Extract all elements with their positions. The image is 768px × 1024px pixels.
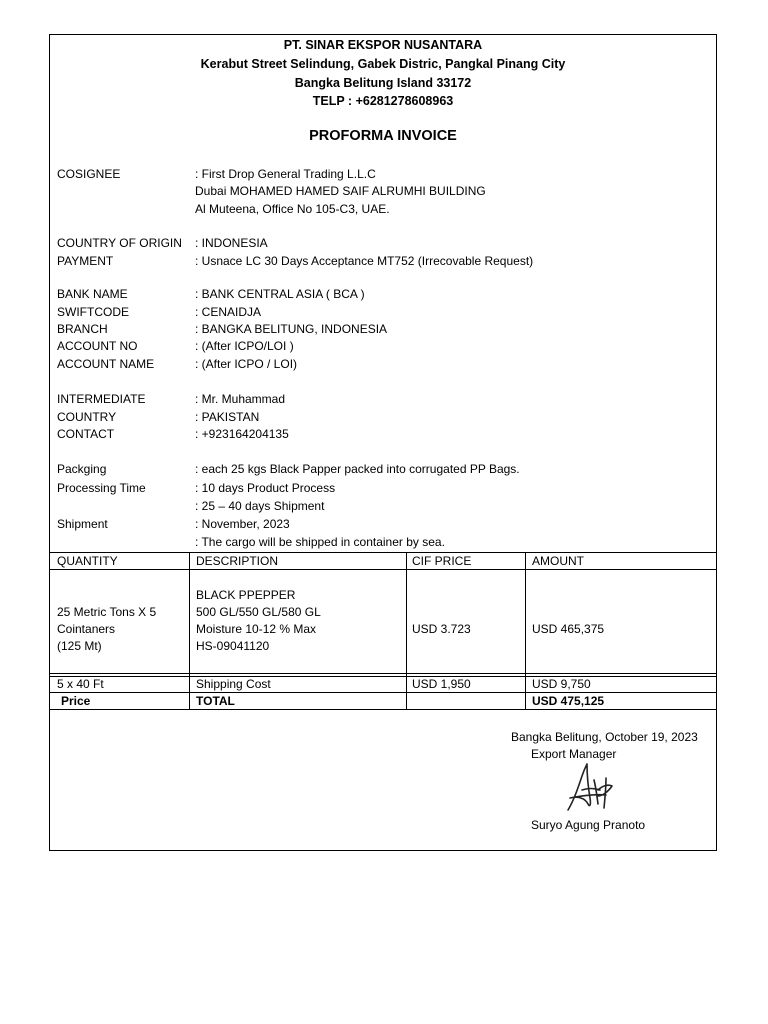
- table-header-description: DESCRIPTION: [196, 554, 279, 568]
- packaging-value: : each 25 kgs Black Papper packed into corrugated PP Bags.: [195, 462, 520, 476]
- row1-quantity-3: (125 Mt): [57, 639, 102, 653]
- row2-cif-price: USD 1,950: [412, 677, 471, 691]
- document-title: PROFORMA INVOICE: [309, 128, 457, 144]
- row1-quantity-2: Cointaners: [57, 622, 116, 636]
- invoice-page: [49, 34, 717, 851]
- swiftcode-value: : CENAIDJA: [195, 305, 262, 319]
- processing-time-value-1: : 10 days Product Process: [195, 481, 336, 495]
- row3-amount-total: USD 475,125: [532, 694, 605, 708]
- company-address-line2: Bangka Belitung Island 33172: [294, 76, 472, 90]
- row1-amount: USD 465,375: [532, 622, 605, 636]
- company-name: PT. SINAR EKSPOR NUSANTARA: [283, 38, 483, 52]
- contact-value: : +923164204135: [195, 427, 289, 441]
- bank-name-label: BANK NAME: [57, 287, 128, 301]
- country-origin-value: : INDONESIA: [195, 236, 268, 250]
- table-line-row1: [50, 673, 717, 674]
- row1-description-3: Moisture 10-12 % Max: [196, 622, 317, 636]
- table-header-quantity: QUANTITY: [57, 554, 118, 568]
- account-name-label: ACCOUNT NAME: [57, 357, 155, 371]
- account-no-value: : (After ICPO/LOI ): [195, 339, 294, 353]
- row2-amount: USD 9,750: [532, 677, 591, 691]
- table-header-amount: AMOUNT: [532, 554, 584, 568]
- intermediate-label: INTERMEDIATE: [57, 392, 146, 406]
- consignee-value-2: Dubai MOHAMED HAMED SAIF ALRUMHI BUILDING: [195, 184, 486, 198]
- company-address-line1: Kerabut Street Selindung, Gabek Distric, Pangkal Pinang City: [200, 57, 566, 71]
- shipment-value-1: : November, 2023: [195, 517, 290, 531]
- bank-name-value: : BANK CENTRAL ASIA ( BCA ): [195, 287, 365, 301]
- row2-quantity: 5 x 40 Ft: [57, 677, 104, 691]
- contact-label: CONTACT: [57, 427, 115, 441]
- account-no-label: ACCOUNT NO: [57, 339, 138, 353]
- payment-value: : Usnace LC 30 Days Acceptance MT752 (Irrecovable Request): [195, 254, 534, 268]
- packaging-label: Packging: [57, 462, 107, 476]
- country-origin-label: COUNTRY OF ORIGIN: [57, 236, 182, 250]
- row2-description: Shipping Cost: [196, 677, 271, 691]
- signoff-place-date: Bangka Belitung, October 19, 2023: [511, 730, 698, 744]
- processing-time-value-2: : 25 – 40 days Shipment: [195, 499, 325, 513]
- shipment-value-2: : The cargo will be shipped in container by sea.: [195, 535, 445, 549]
- processing-time-label: Processing Time: [57, 481, 146, 495]
- row1-quantity-1: 25 Metric Tons X 5: [57, 605, 157, 619]
- signature-image: [560, 760, 620, 815]
- branch-value: : BANGKA BELITUNG, INDONESIA: [195, 322, 388, 336]
- row3-price-label: Price: [61, 694, 91, 708]
- payment-label: PAYMENT: [57, 254, 114, 268]
- table-header-cif-price: CIF PRICE: [412, 554, 472, 568]
- account-name-value: : (After ICPO / LOI): [195, 357, 298, 371]
- table-col-line-2: [406, 552, 407, 709]
- table-line-row2: [50, 692, 717, 693]
- table-line-header: [50, 569, 717, 570]
- branch-label: BRANCH: [57, 322, 108, 336]
- swiftcode-label: SWIFTCODE: [57, 305, 129, 319]
- table-line-row3: [50, 709, 717, 710]
- company-telp: TELP : +6281278608963: [312, 94, 454, 108]
- table-col-line-1: [189, 552, 190, 709]
- shipment-label: Shipment: [57, 517, 108, 531]
- row1-description-2: 500 GL/550 GL/580 GL: [196, 605, 321, 619]
- row1-cif-price: USD 3.723: [412, 622, 471, 636]
- signoff-position: Export Manager: [531, 747, 617, 761]
- row1-description-1: BLACK PPEPPER: [196, 588, 296, 602]
- table-line-row1b: [50, 676, 717, 677]
- table-line-top: [50, 552, 717, 553]
- country-label: COUNTRY: [57, 410, 117, 424]
- consignee-value-3: Al Muteena, Office No 105-C3, UAE.: [195, 202, 390, 216]
- country-value: : PAKISTAN: [195, 410, 260, 424]
- signoff-name: Suryo Agung Pranoto: [531, 818, 646, 832]
- row1-description-4: HS-09041120: [196, 639, 270, 653]
- consignee-value-1: : First Drop General Trading L.L.C: [195, 167, 376, 181]
- table-col-line-3: [525, 552, 526, 709]
- intermediate-value: : Mr. Muhammad: [195, 392, 286, 406]
- consignee-label: COSIGNEE: [57, 167, 121, 181]
- row3-total-label: TOTAL: [196, 694, 235, 708]
